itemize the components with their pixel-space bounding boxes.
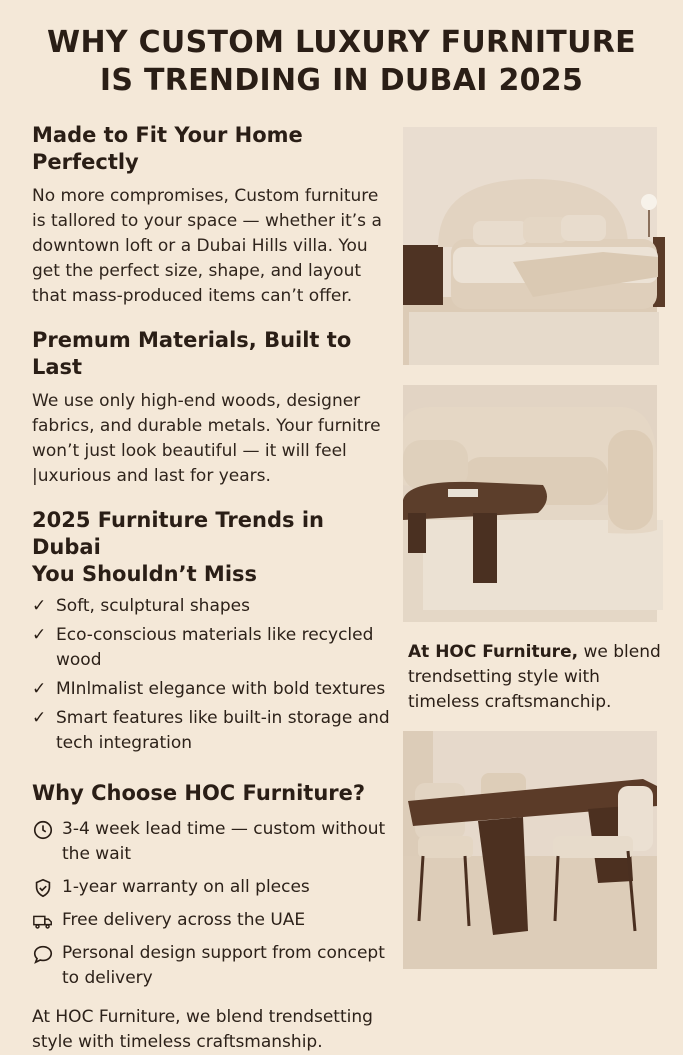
list-item (32, 875, 392, 900)
list-item (32, 817, 392, 867)
feature-text: 1-year warranty on all pleces (62, 877, 310, 897)
shield-check-icon (32, 875, 62, 900)
page-title-line2: IS TRENDING IN DUBAI 2025 (99, 63, 584, 98)
section-trends-heading-line1: 2025 Furniture Trends in Dubai (32, 508, 324, 559)
trend-text: Soft, sculptural shapes (56, 596, 250, 616)
features-list (32, 817, 392, 991)
section-materials-body: We use only high-end woods, designer fabrics, and durable metals. Your furnitre won’t just look beautiful — it will feel |uxurious and last for years. (32, 391, 381, 486)
list-item (32, 677, 392, 702)
feature-text: 3-4 week lead time — custom without the wait (62, 819, 386, 864)
feature-text: Free delivery across the UAE (62, 910, 306, 930)
side-quote-text: we blend trendsetting style with timeless craftsmanchip. (408, 642, 661, 712)
list-item (32, 706, 392, 756)
checkmark-icon: ✓ (32, 679, 47, 699)
section-trends-heading (32, 507, 392, 588)
dining-photo (403, 731, 657, 969)
trend-text: MInlmalist elegance with bold textures (56, 679, 386, 699)
checkmark-icon: ✓ (32, 708, 47, 728)
living-room-photo (403, 385, 657, 622)
checkmark-icon: ✓ (32, 625, 47, 645)
section-fit-body: No more compromises, Custom furniture is tallored to your space — whether it’s a downtown loft or a Dubai Hills villa. You get the perfect size, shape, and layout that mass-produced items can’t offer. (32, 186, 382, 306)
page-title-line1: WHY CUSTOM LUXURY FURNITURE (47, 25, 636, 60)
feature-text: Personal design support from concept to delivery (62, 943, 385, 988)
trends-list (32, 594, 392, 756)
section-materials-heading: Premum Materials, Built to Last (32, 328, 352, 379)
closing-text: At HOC Furniture, we blend trendsetting style with timeless craftsmanship. (32, 1007, 373, 1052)
list-item (32, 941, 392, 991)
truck-icon (32, 908, 62, 933)
list-item (32, 623, 392, 673)
list-item (32, 594, 392, 619)
section-fit-heading: Made to Fit Your Home Perfectly (32, 123, 303, 174)
chat-bubble-icon (32, 941, 62, 966)
trend-text: Eco-conscious materials like recycled wood (56, 625, 374, 670)
bedroom-photo (403, 127, 657, 365)
content-column (32, 122, 392, 1055)
side-quote (408, 640, 668, 715)
section-trends-heading-line2: You Shouldn’t Miss (32, 562, 258, 586)
checkmark-icon: ✓ (32, 596, 47, 616)
trend-text: Smart features like built-in storage and tech integration (56, 708, 390, 753)
clock-icon (32, 817, 62, 842)
section-why-heading: Why Choose HOC Furniture? (32, 781, 366, 805)
side-quote-brand: At HOC Furniture, (408, 642, 579, 662)
page-title (0, 24, 683, 100)
list-item (32, 908, 392, 933)
